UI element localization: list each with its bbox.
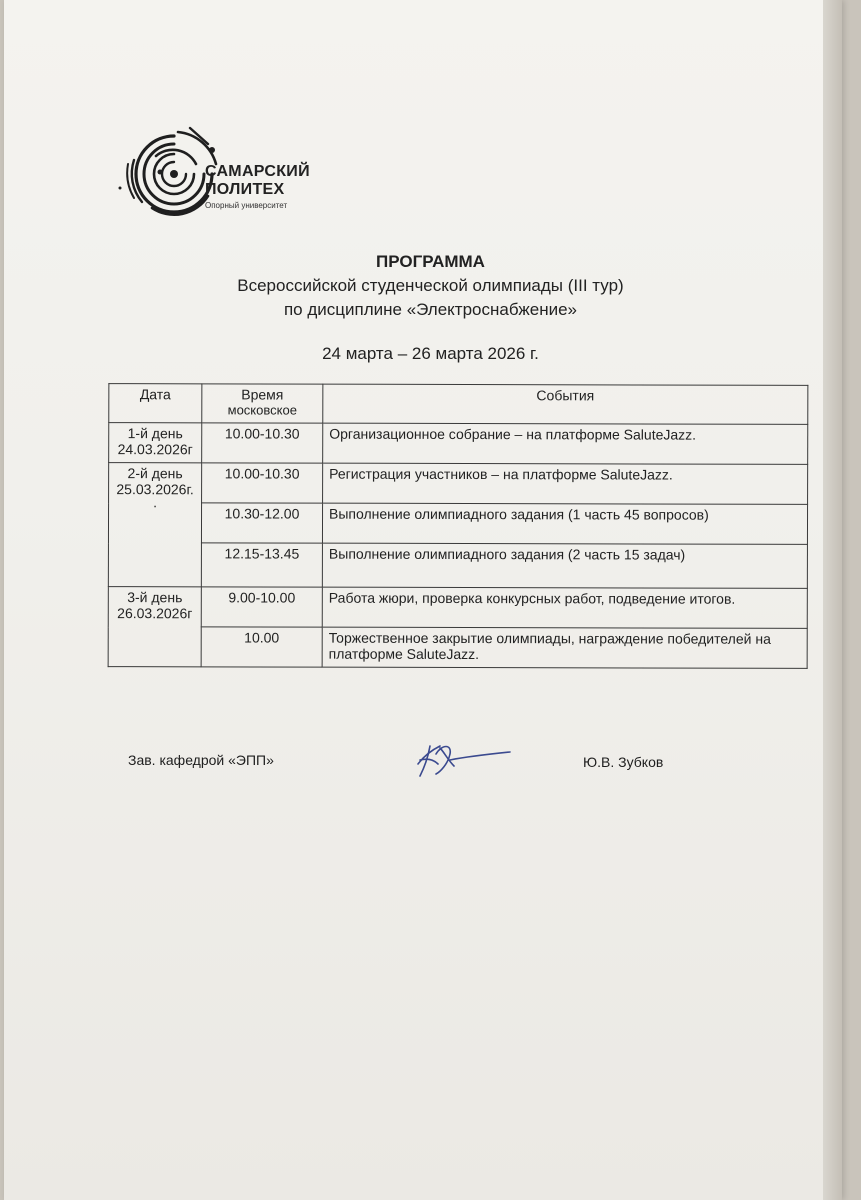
header-date: Дата (109, 384, 202, 423)
table-row (109, 423, 808, 465)
document-subtitle-line1: Всероссийской студенческой олимпиады (III тур) (237, 276, 624, 295)
signatory-name: Ю.В. Зубков (583, 754, 664, 770)
logo-subtitle: Опорный университет (205, 201, 288, 210)
day-cell (108, 463, 201, 587)
handwritten-signature-icon (410, 734, 520, 784)
day-label: 1-й день (127, 425, 183, 442)
table-row (108, 627, 807, 669)
table-row (108, 543, 807, 589)
day-note: . (153, 494, 158, 511)
day-date: 24.03.2026г (117, 441, 193, 458)
table-row (109, 463, 808, 505)
paper-edge (823, 0, 842, 1200)
logo-name-line1: САМАРСКИЙ (205, 163, 310, 180)
header-time-label: Время (241, 386, 284, 403)
header-events: События (323, 384, 808, 424)
day-cell (108, 587, 201, 667)
event-cell: Выполнение олимпиадного задания (2 часть 15 задач) (322, 543, 807, 588)
logo-name-line2: ПОЛИТЕХ (205, 181, 285, 198)
day-label: 3-й день (127, 589, 183, 606)
document-title: ПРОГРАММА (376, 252, 485, 271)
schedule-table (108, 383, 809, 669)
time-cell: 10.00-10.30 (202, 463, 323, 503)
time-cell: 10.30-12.00 (201, 503, 322, 543)
event-cell: Торжественное закрытие олимпиады, награждение победителей на платформе SaluteJazz. (322, 627, 807, 668)
time-cell: 12.15-13.45 (201, 543, 322, 587)
day-cell (109, 423, 202, 463)
event-cell: Выполнение олимпиадного задания (1 часть 45 вопросов) (322, 503, 807, 544)
time-cell: 9.00-10.00 (201, 587, 322, 627)
logo-wordmark (205, 163, 310, 210)
event-cell: Организационное собрание – на платформе SaluteJazz. (323, 423, 808, 464)
day-date: 25.03.2026г. (116, 481, 194, 498)
day-label: 2-й день (127, 465, 183, 482)
day-date: 26.03.2026г (117, 605, 193, 622)
header-time (202, 384, 323, 423)
header-time-sub: московское (227, 402, 297, 418)
time-cell: 10.00 (201, 627, 322, 667)
event-cell: Регистрация участников – на платформе SaluteJazz. (323, 463, 808, 504)
signatory-position: Зав. кафедрой «ЭПП» (128, 752, 274, 768)
time-cell: 10.00-10.30 (202, 423, 323, 463)
table-header-row (109, 384, 808, 425)
event-dates: 24 марта – 26 марта 2026 г. (322, 344, 539, 363)
document-subtitle-line2: по дисциплине «Электроснабжение» (283, 300, 578, 319)
table-row (108, 503, 807, 545)
event-cell: Работа жюри, проверка конкурсных работ, подведение итогов. (322, 587, 807, 628)
table-row (108, 587, 807, 629)
